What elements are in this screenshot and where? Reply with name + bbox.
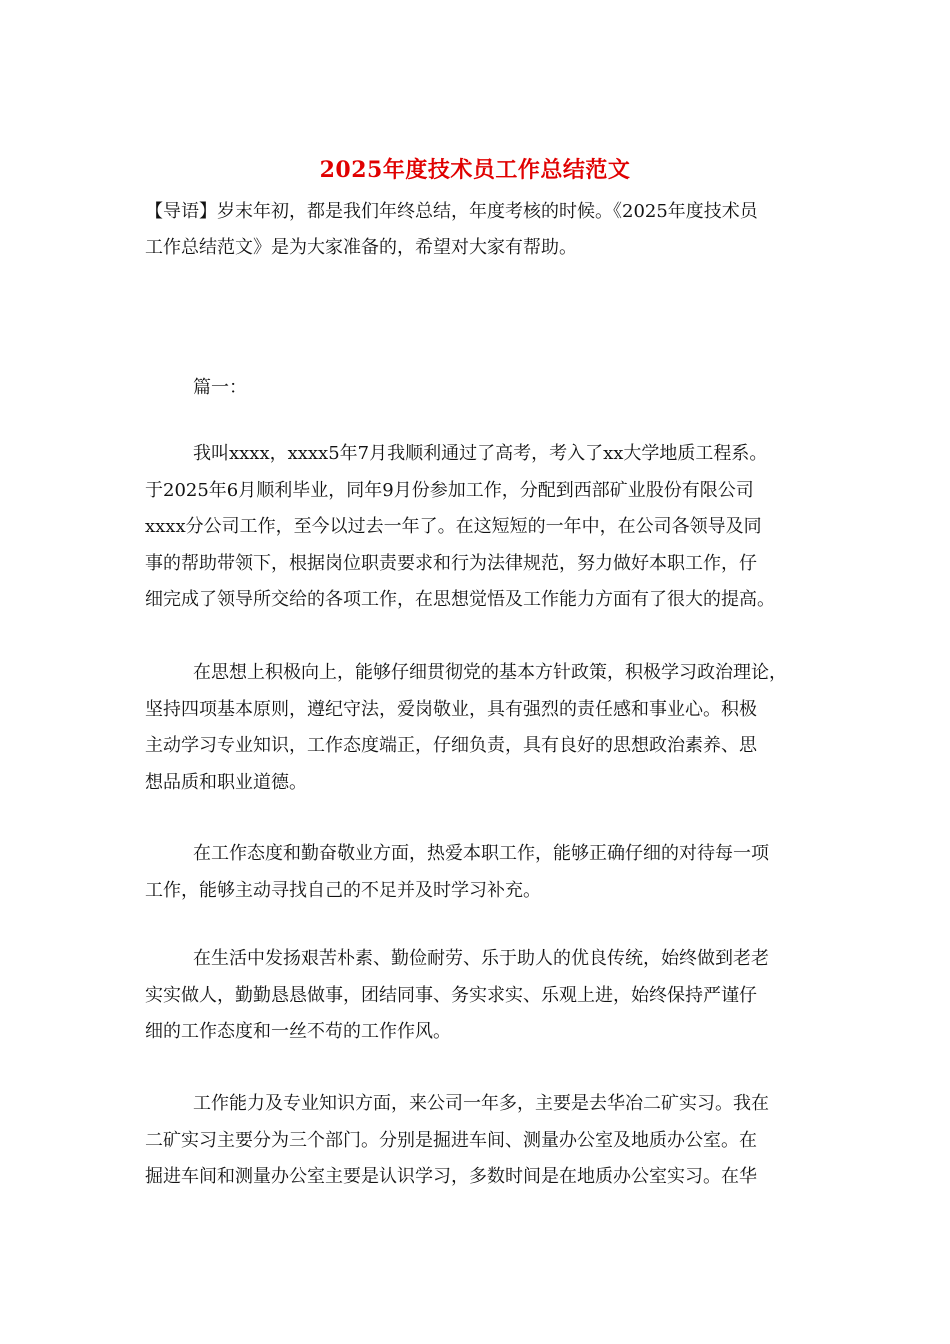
- paragraph-line: 在生活中发扬艰苦朴素、勤俭耐劳、乐于助人的优良传统，始终做到老老: [193, 948, 769, 969]
- body-paragraph-1: [145, 436, 820, 619]
- intro-line: 工作总结范文》是为大家准备的，希望对大家有帮助。: [145, 237, 577, 258]
- paragraph-line: 细完成了领导所交给的各项工作，在思想觉悟及工作能力方面有了很大的提高。: [145, 589, 775, 610]
- paragraph-line: 想品质和职业道德。: [145, 771, 307, 793]
- paragraph-line: 在工作态度和勤奋敬业方面，热爱本职工作，能够正确仔细的对待每一项: [193, 843, 769, 864]
- paragraph-line: 事的帮助带领下，根据岗位职责要求和行为法律规范，努力做好本职工作，仔: [145, 552, 757, 574]
- paragraph-line: 于2025年6月顺利毕业，同年9月份参加工作，分配到西部矿业股份有限公司: [145, 479, 754, 501]
- paragraph-line: 在思想上积极向上，能够仔细贯彻党的基本方针政策，积极学习政治理论，: [193, 662, 787, 683]
- paragraph-line: 我叫xxxx，xxxx5年7月我顺利通过了高考，考入了xx大学地质工程系。: [193, 443, 768, 464]
- body-paragraph-4: [145, 941, 820, 1051]
- paragraph-line: xxxx分公司工作，至今以过去一年了。在这短短的一年中，在公司各领导及同: [145, 516, 762, 537]
- paragraph-line: 主动学习专业知识，工作态度端正，仔细负责，具有良好的思想政治素养、思: [145, 735, 757, 756]
- paragraph-line: 二矿实习主要分为三个部门。分别是掘进车间、测量办公室及地质办公室。在: [145, 1129, 757, 1151]
- paragraph-line: 细的工作态度和一丝不苟的工作作风。: [145, 1021, 451, 1042]
- document-title: 2025年度技术员工作总结范文: [319, 157, 631, 183]
- paragraph-line: 工作，能够主动寻找自己的不足并及时学习补充。: [145, 879, 541, 901]
- section-heading: 篇一：: [193, 377, 247, 398]
- paragraph-line: 掘进车间和测量办公室主要是认识学习，多数时间是在地质办公室实习。在华: [145, 1166, 757, 1187]
- intro-line: 【导语】岁末年初，都是我们年终总结，年度考核的时候。《2025年度技术员: [145, 201, 758, 222]
- intro-paragraph: [145, 194, 815, 266]
- paragraph-line: 工作能力及专业知识方面，来公司一年多，主要是去华冶二矿实习。我在: [193, 1093, 769, 1114]
- paragraph-line: 实实做人，勤勤恳恳做事，团结同事、务实求实、乐观上进，始终保持严谨仔: [145, 984, 757, 1006]
- paragraph-line: 坚持四项基本原则，遵纪守法，爱岗敬业，具有强烈的责任感和事业心。积极: [145, 698, 757, 720]
- body-paragraph-5: [145, 1086, 820, 1196]
- body-paragraph-2: [145, 655, 820, 801]
- body-paragraph-3: [145, 836, 820, 909]
